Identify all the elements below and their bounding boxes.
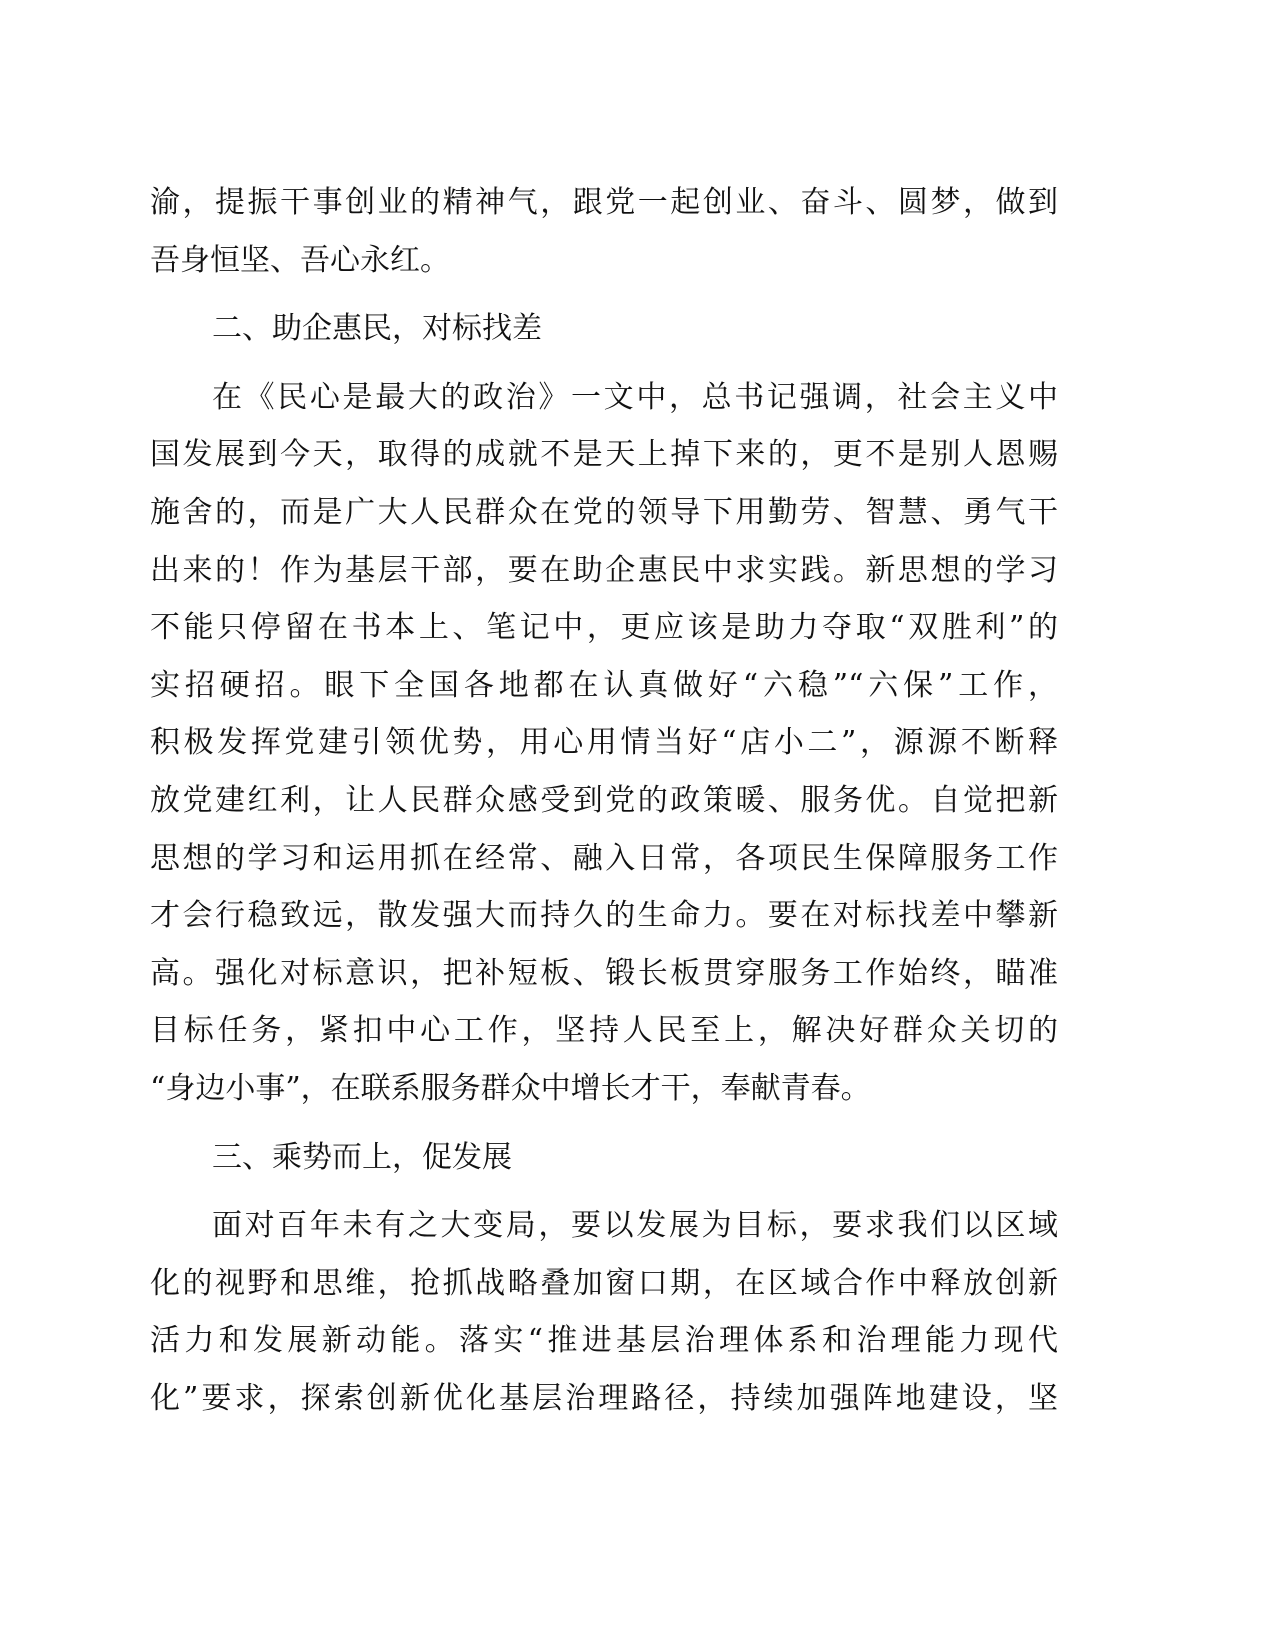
text-line: 不能只停留在书本上、笔记中，更应该是助力夺取“双胜利”的 xyxy=(150,610,1058,646)
document-body xyxy=(150,174,1058,1427)
text-line: 国发展到今天，取得的成就不是天上掉下来的，更不是别人恩赐 xyxy=(150,437,1058,473)
section-heading-3: 三、乘势而上，促发展 xyxy=(212,1139,512,1175)
text-line: “身边小事”，在联系服务群众中增长才干，奉献青春。 xyxy=(150,1070,871,1106)
text-line: 出来的！作为基层干部，要在助企惠民中求实践。新思想的学习 xyxy=(150,552,1058,588)
text-line: 施舍的，而是广大人民群众在党的领导下用勤劳、智慧、勇气干 xyxy=(150,494,1058,530)
text-line: 化”要求，探索创新优化基层治理路径，持续加强阵地建设，坚 xyxy=(150,1380,1058,1416)
text-line: 实招硬招。眼下全国各地都在认真做好“六稳”“六保”工作， xyxy=(150,667,1058,703)
text-line: 活力和发展新动能。落实“推进基层治理体系和治理能力现代 xyxy=(150,1323,1058,1359)
text-line: 积极发挥党建引领优势，用心用情当好“店小二”，源源不断释 xyxy=(150,725,1058,761)
text-line: 吾身恒坚、吾心永红。 xyxy=(150,242,450,278)
text-line: 放党建红利，让人民群众感受到党的政策暖、服务优。自觉把新 xyxy=(150,782,1058,818)
text-line: 化的视野和思维，抢抓战略叠加窗口期，在区域合作中释放创新 xyxy=(150,1265,1058,1301)
text-line: 才会行稳致远，散发强大而持久的生命力。要在对标找差中攀新 xyxy=(150,898,1058,934)
text-line: 目标任务，紧扣中心工作，坚持人民至上，解决好群众关切的 xyxy=(150,1013,1058,1049)
text-line: 面对百年未有之大变局，要以发展为目标，要求我们以区域 xyxy=(212,1208,1058,1244)
text-line: 在《民心是最大的政治》一文中，总书记强调，社会主义中 xyxy=(212,379,1058,415)
text-line: 渝，提振干事创业的精神气，跟党一起创业、奋斗、圆梦，做到 xyxy=(150,185,1058,220)
section-heading-2: 二、助企惠民，对标找差 xyxy=(212,311,542,347)
text-line: 高。强化对标意识，把补短板、锻长板贯穿服务工作始终，瞄准 xyxy=(150,955,1058,991)
text-line: 思想的学习和运用抓在经常、融入日常，各项民生保障服务工作 xyxy=(150,840,1058,876)
